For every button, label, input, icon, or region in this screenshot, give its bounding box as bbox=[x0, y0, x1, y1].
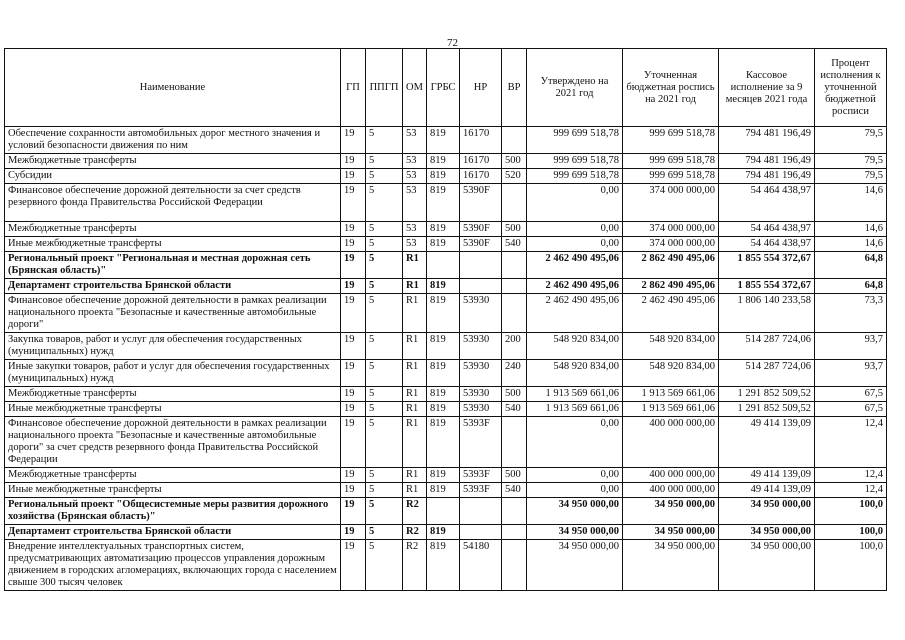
cell-np bbox=[460, 279, 502, 294]
cell-name: Финансовое обеспечение дорожной деятельности в рамках реализации национального проекта "Безопасные и качественные автомобильные дороги" bbox=[5, 294, 341, 333]
cell-approved: 999 699 518,78 bbox=[527, 154, 623, 169]
cell-refined: 999 699 518,78 bbox=[623, 169, 719, 184]
cell-np: 53930 bbox=[460, 333, 502, 360]
table-row bbox=[5, 333, 887, 360]
cell-ppgp: 5 bbox=[366, 184, 403, 222]
cell-ppgp: 5 bbox=[366, 279, 403, 294]
cell-np: 53930 bbox=[460, 402, 502, 417]
cell-gp: 19 bbox=[341, 184, 366, 222]
cell-ppgp: 5 bbox=[366, 169, 403, 184]
cell-ppgp: 5 bbox=[366, 525, 403, 540]
cell-refined: 34 950 000,00 bbox=[623, 498, 719, 525]
cell-cash: 54 464 438,97 bbox=[719, 184, 815, 222]
cell-vr: 540 bbox=[502, 237, 527, 252]
cell-vr: 500 bbox=[502, 387, 527, 402]
cell-percent: 79,5 bbox=[815, 169, 887, 184]
cell-ppgp: 5 bbox=[366, 483, 403, 498]
cell-refined: 1 913 569 661,06 bbox=[623, 387, 719, 402]
cell-om: 53 bbox=[403, 169, 427, 184]
cell-name: Закупка товаров, работ и услуг для обеспечения государственных (муниципальных) нужд bbox=[5, 333, 341, 360]
cell-percent: 64,8 bbox=[815, 279, 887, 294]
cell-approved: 0,00 bbox=[527, 184, 623, 222]
cell-vr bbox=[502, 294, 527, 333]
cell-vr: 500 bbox=[502, 154, 527, 169]
header-np: НР bbox=[460, 49, 502, 127]
cell-name: Финансовое обеспечение дорожной деятельности за счет средств резервного фонда Правительства Российской Федерации bbox=[5, 184, 341, 222]
cell-np: 16170 bbox=[460, 154, 502, 169]
cell-cash: 54 464 438,97 bbox=[719, 222, 815, 237]
cell-approved: 2 462 490 495,06 bbox=[527, 294, 623, 333]
table-row bbox=[5, 468, 887, 483]
cell-refined: 400 000 000,00 bbox=[623, 417, 719, 468]
cell-gp: 19 bbox=[341, 127, 366, 154]
cell-grbs bbox=[427, 252, 460, 279]
cell-ppgp: 5 bbox=[366, 222, 403, 237]
cell-gp: 19 bbox=[341, 279, 366, 294]
cell-cash: 34 950 000,00 bbox=[719, 525, 815, 540]
cell-vr: 540 bbox=[502, 402, 527, 417]
cell-cash: 794 481 196,49 bbox=[719, 169, 815, 184]
cell-percent: 93,7 bbox=[815, 333, 887, 360]
cell-percent: 67,5 bbox=[815, 402, 887, 417]
cell-gp: 19 bbox=[341, 154, 366, 169]
header-om: ОМ bbox=[403, 49, 427, 127]
cell-np: 5390F bbox=[460, 237, 502, 252]
cell-percent: 67,5 bbox=[815, 387, 887, 402]
cell-cash: 794 481 196,49 bbox=[719, 154, 815, 169]
cell-percent: 64,8 bbox=[815, 252, 887, 279]
cell-cash: 54 464 438,97 bbox=[719, 237, 815, 252]
cell-approved: 548 920 834,00 bbox=[527, 333, 623, 360]
cell-gp: 19 bbox=[341, 417, 366, 468]
table-row bbox=[5, 154, 887, 169]
cell-ppgp: 5 bbox=[366, 294, 403, 333]
cell-refined: 400 000 000,00 bbox=[623, 483, 719, 498]
cell-cash: 1 855 554 372,67 bbox=[719, 252, 815, 279]
cell-grbs bbox=[427, 498, 460, 525]
cell-vr: 540 bbox=[502, 483, 527, 498]
cell-gp: 19 bbox=[341, 360, 366, 387]
cell-refined: 2 862 490 495,06 bbox=[623, 252, 719, 279]
cell-percent: 12,4 bbox=[815, 417, 887, 468]
cell-name: Департамент строительства Брянской области bbox=[5, 525, 341, 540]
cell-approved: 1 913 569 661,06 bbox=[527, 387, 623, 402]
header-approved: Утверждено на 2021 год bbox=[527, 49, 623, 127]
cell-refined: 999 699 518,78 bbox=[623, 127, 719, 154]
cell-grbs: 819 bbox=[427, 483, 460, 498]
cell-name: Межбюджетные трансферты bbox=[5, 387, 341, 402]
cell-grbs: 819 bbox=[427, 417, 460, 468]
cell-np bbox=[460, 498, 502, 525]
cell-refined: 374 000 000,00 bbox=[623, 237, 719, 252]
cell-cash: 1 291 852 509,52 bbox=[719, 402, 815, 417]
budget-table bbox=[4, 48, 887, 591]
cell-vr bbox=[502, 127, 527, 154]
cell-approved: 999 699 518,78 bbox=[527, 169, 623, 184]
cell-name: Финансовое обеспечение дорожной деятельности в рамках реализации национального проекта "Безопасные и качественные автомобильные дороги" за счет средств резервного фонда Правительства Российской Федерации bbox=[5, 417, 341, 468]
cell-om: 53 bbox=[403, 222, 427, 237]
table-row bbox=[5, 417, 887, 468]
cell-om: 53 bbox=[403, 154, 427, 169]
header-gp: ГП bbox=[341, 49, 366, 127]
cell-approved: 34 950 000,00 bbox=[527, 525, 623, 540]
cell-np: 5390F bbox=[460, 222, 502, 237]
cell-name: Департамент строительства Брянской области bbox=[5, 279, 341, 294]
cell-refined: 374 000 000,00 bbox=[623, 184, 719, 222]
cell-ppgp: 5 bbox=[366, 127, 403, 154]
cell-np bbox=[460, 252, 502, 279]
cell-gp: 19 bbox=[341, 222, 366, 237]
cell-om: R1 bbox=[403, 333, 427, 360]
cell-ppgp: 5 bbox=[366, 360, 403, 387]
cell-percent: 12,4 bbox=[815, 468, 887, 483]
cell-percent: 14,6 bbox=[815, 237, 887, 252]
cell-om: R1 bbox=[403, 468, 427, 483]
cell-grbs: 819 bbox=[427, 468, 460, 483]
cell-percent: 93,7 bbox=[815, 360, 887, 387]
cell-om: R1 bbox=[403, 417, 427, 468]
cell-om: R2 bbox=[403, 540, 427, 591]
cell-grbs: 819 bbox=[427, 402, 460, 417]
cell-name: Межбюджетные трансферты bbox=[5, 154, 341, 169]
table-row bbox=[5, 184, 887, 222]
cell-approved: 0,00 bbox=[527, 417, 623, 468]
cell-refined: 374 000 000,00 bbox=[623, 222, 719, 237]
cell-name: Межбюджетные трансферты bbox=[5, 468, 341, 483]
table-row bbox=[5, 360, 887, 387]
cell-np: 5393F bbox=[460, 483, 502, 498]
cell-cash: 34 950 000,00 bbox=[719, 498, 815, 525]
cell-ppgp: 5 bbox=[366, 154, 403, 169]
table-row bbox=[5, 498, 887, 525]
cell-refined: 548 920 834,00 bbox=[623, 360, 719, 387]
table-row bbox=[5, 127, 887, 154]
cell-cash: 1 291 852 509,52 bbox=[719, 387, 815, 402]
cell-approved: 0,00 bbox=[527, 483, 623, 498]
table-row bbox=[5, 294, 887, 333]
cell-grbs: 819 bbox=[427, 279, 460, 294]
table-body bbox=[5, 127, 887, 591]
cell-cash: 1 806 140 233,58 bbox=[719, 294, 815, 333]
cell-percent: 100,0 bbox=[815, 498, 887, 525]
cell-om: R1 bbox=[403, 252, 427, 279]
cell-grbs: 819 bbox=[427, 237, 460, 252]
cell-vr bbox=[502, 279, 527, 294]
cell-percent: 100,0 bbox=[815, 525, 887, 540]
cell-cash: 34 950 000,00 bbox=[719, 540, 815, 591]
header-ppgp: ППГП bbox=[366, 49, 403, 127]
cell-gp: 19 bbox=[341, 294, 366, 333]
cell-cash: 794 481 196,49 bbox=[719, 127, 815, 154]
cell-np: 53930 bbox=[460, 360, 502, 387]
cell-percent: 73,3 bbox=[815, 294, 887, 333]
cell-np: 5390F bbox=[460, 184, 502, 222]
cell-refined: 548 920 834,00 bbox=[623, 333, 719, 360]
cell-ppgp: 5 bbox=[366, 387, 403, 402]
cell-grbs: 819 bbox=[427, 540, 460, 591]
cell-om: R1 bbox=[403, 360, 427, 387]
cell-om: 53 bbox=[403, 237, 427, 252]
cell-gp: 19 bbox=[341, 468, 366, 483]
header-vr: ВР bbox=[502, 49, 527, 127]
cell-ppgp: 5 bbox=[366, 468, 403, 483]
cell-cash: 514 287 724,06 bbox=[719, 360, 815, 387]
cell-ppgp: 5 bbox=[366, 402, 403, 417]
cell-approved: 999 699 518,78 bbox=[527, 127, 623, 154]
cell-percent: 79,5 bbox=[815, 154, 887, 169]
cell-ppgp: 5 bbox=[366, 252, 403, 279]
cell-vr bbox=[502, 184, 527, 222]
cell-approved: 2 462 490 495,06 bbox=[527, 252, 623, 279]
cell-ppgp: 5 bbox=[366, 333, 403, 360]
cell-refined: 2 462 490 495,06 bbox=[623, 294, 719, 333]
cell-grbs: 819 bbox=[427, 360, 460, 387]
header-refined: Уточненная бюджетная роспись на 2021 год bbox=[623, 49, 719, 127]
cell-om: R1 bbox=[403, 483, 427, 498]
cell-grbs: 819 bbox=[427, 294, 460, 333]
header-grbs: ГРБС bbox=[427, 49, 460, 127]
cell-refined: 999 699 518,78 bbox=[623, 154, 719, 169]
cell-cash: 1 855 554 372,67 bbox=[719, 279, 815, 294]
cell-np: 53930 bbox=[460, 387, 502, 402]
cell-cash: 514 287 724,06 bbox=[719, 333, 815, 360]
cell-ppgp: 5 bbox=[366, 498, 403, 525]
cell-grbs: 819 bbox=[427, 525, 460, 540]
cell-approved: 0,00 bbox=[527, 222, 623, 237]
cell-ppgp: 5 bbox=[366, 237, 403, 252]
cell-om: R2 bbox=[403, 498, 427, 525]
cell-om: R1 bbox=[403, 294, 427, 333]
cell-gp: 19 bbox=[341, 333, 366, 360]
cell-gp: 19 bbox=[341, 483, 366, 498]
cell-np: 16170 bbox=[460, 169, 502, 184]
cell-name: Региональный проект "Региональная и местная дорожная сеть (Брянская область)" bbox=[5, 252, 341, 279]
cell-name: Иные межбюджетные трансферты bbox=[5, 483, 341, 498]
table-row bbox=[5, 252, 887, 279]
cell-om: R2 bbox=[403, 525, 427, 540]
table-row bbox=[5, 237, 887, 252]
cell-name: Иные межбюджетные трансферты bbox=[5, 237, 341, 252]
cell-refined: 34 950 000,00 bbox=[623, 540, 719, 591]
table-row bbox=[5, 387, 887, 402]
cell-grbs: 819 bbox=[427, 222, 460, 237]
table-row bbox=[5, 169, 887, 184]
cell-percent: 14,6 bbox=[815, 222, 887, 237]
header-name: Наименование bbox=[5, 49, 341, 127]
cell-cash: 49 414 139,09 bbox=[719, 417, 815, 468]
cell-vr: 200 bbox=[502, 333, 527, 360]
cell-gp: 19 bbox=[341, 540, 366, 591]
cell-approved: 1 913 569 661,06 bbox=[527, 402, 623, 417]
cell-refined: 2 862 490 495,06 bbox=[623, 279, 719, 294]
cell-name: Иные межбюджетные трансферты bbox=[5, 402, 341, 417]
cell-vr: 240 bbox=[502, 360, 527, 387]
cell-approved: 548 920 834,00 bbox=[527, 360, 623, 387]
cell-np: 5393F bbox=[460, 417, 502, 468]
cell-approved: 34 950 000,00 bbox=[527, 498, 623, 525]
cell-gp: 19 bbox=[341, 169, 366, 184]
cell-np: 5393F bbox=[460, 468, 502, 483]
cell-ppgp: 5 bbox=[366, 540, 403, 591]
cell-approved: 34 950 000,00 bbox=[527, 540, 623, 591]
cell-om: 53 bbox=[403, 127, 427, 154]
cell-name: Субсидии bbox=[5, 169, 341, 184]
cell-cash: 49 414 139,09 bbox=[719, 468, 815, 483]
cell-vr bbox=[502, 498, 527, 525]
cell-grbs: 819 bbox=[427, 184, 460, 222]
cell-name: Обеспечение сохранности автомобильных дорог местного значения и условий безопасности движения по ним bbox=[5, 127, 341, 154]
cell-gp: 19 bbox=[341, 237, 366, 252]
header-percent: Процент исполнения к уточненной бюджетной росписи bbox=[815, 49, 887, 127]
cell-grbs: 819 bbox=[427, 154, 460, 169]
cell-vr bbox=[502, 525, 527, 540]
cell-gp: 19 bbox=[341, 525, 366, 540]
cell-grbs: 819 bbox=[427, 387, 460, 402]
cell-approved: 0,00 bbox=[527, 468, 623, 483]
cell-grbs: 819 bbox=[427, 333, 460, 360]
header-cash: Кассовое исполнение за 9 месяцев 2021 года bbox=[719, 49, 815, 127]
cell-refined: 1 913 569 661,06 bbox=[623, 402, 719, 417]
cell-gp: 19 bbox=[341, 252, 366, 279]
cell-percent: 79,5 bbox=[815, 127, 887, 154]
cell-percent: 100,0 bbox=[815, 540, 887, 591]
cell-np: 54180 bbox=[460, 540, 502, 591]
cell-name: Внедрение интеллектуальных транспортных систем, предусматривающих автоматизацию процессов управления дорожным движением в городских агломерациях, включающих города с населением свыше 300 тысяч человек bbox=[5, 540, 341, 591]
cell-name: Иные закупки товаров, работ и услуг для обеспечения государственных (муниципальных) нужд bbox=[5, 360, 341, 387]
cell-grbs: 819 bbox=[427, 169, 460, 184]
cell-name: Региональный проект "Общесистемные меры развития дорожного хозяйства (Брянская область)" bbox=[5, 498, 341, 525]
cell-vr: 500 bbox=[502, 222, 527, 237]
cell-name: Межбюджетные трансферты bbox=[5, 222, 341, 237]
cell-cash: 49 414 139,09 bbox=[719, 483, 815, 498]
table-row bbox=[5, 483, 887, 498]
cell-vr: 520 bbox=[502, 169, 527, 184]
cell-om: R1 bbox=[403, 387, 427, 402]
cell-om: 53 bbox=[403, 184, 427, 222]
table-row bbox=[5, 222, 887, 237]
cell-np bbox=[460, 525, 502, 540]
cell-grbs: 819 bbox=[427, 127, 460, 154]
table-row bbox=[5, 540, 887, 591]
cell-vr bbox=[502, 540, 527, 591]
cell-approved: 0,00 bbox=[527, 237, 623, 252]
cell-percent: 14,6 bbox=[815, 184, 887, 222]
table-row bbox=[5, 279, 887, 294]
table-header-row bbox=[5, 49, 887, 127]
cell-refined: 34 950 000,00 bbox=[623, 525, 719, 540]
cell-percent: 12,4 bbox=[815, 483, 887, 498]
table-row bbox=[5, 402, 887, 417]
page-number: 72 bbox=[447, 37, 458, 49]
cell-approved: 2 462 490 495,06 bbox=[527, 279, 623, 294]
cell-gp: 19 bbox=[341, 402, 366, 417]
cell-ppgp: 5 bbox=[366, 417, 403, 468]
cell-gp: 19 bbox=[341, 498, 366, 525]
cell-np: 16170 bbox=[460, 127, 502, 154]
cell-gp: 19 bbox=[341, 387, 366, 402]
cell-refined: 400 000 000,00 bbox=[623, 468, 719, 483]
cell-vr: 500 bbox=[502, 468, 527, 483]
cell-np: 53930 bbox=[460, 294, 502, 333]
cell-vr bbox=[502, 252, 527, 279]
table-row bbox=[5, 525, 887, 540]
cell-vr bbox=[502, 417, 527, 468]
cell-om: R1 bbox=[403, 402, 427, 417]
cell-om: R1 bbox=[403, 279, 427, 294]
